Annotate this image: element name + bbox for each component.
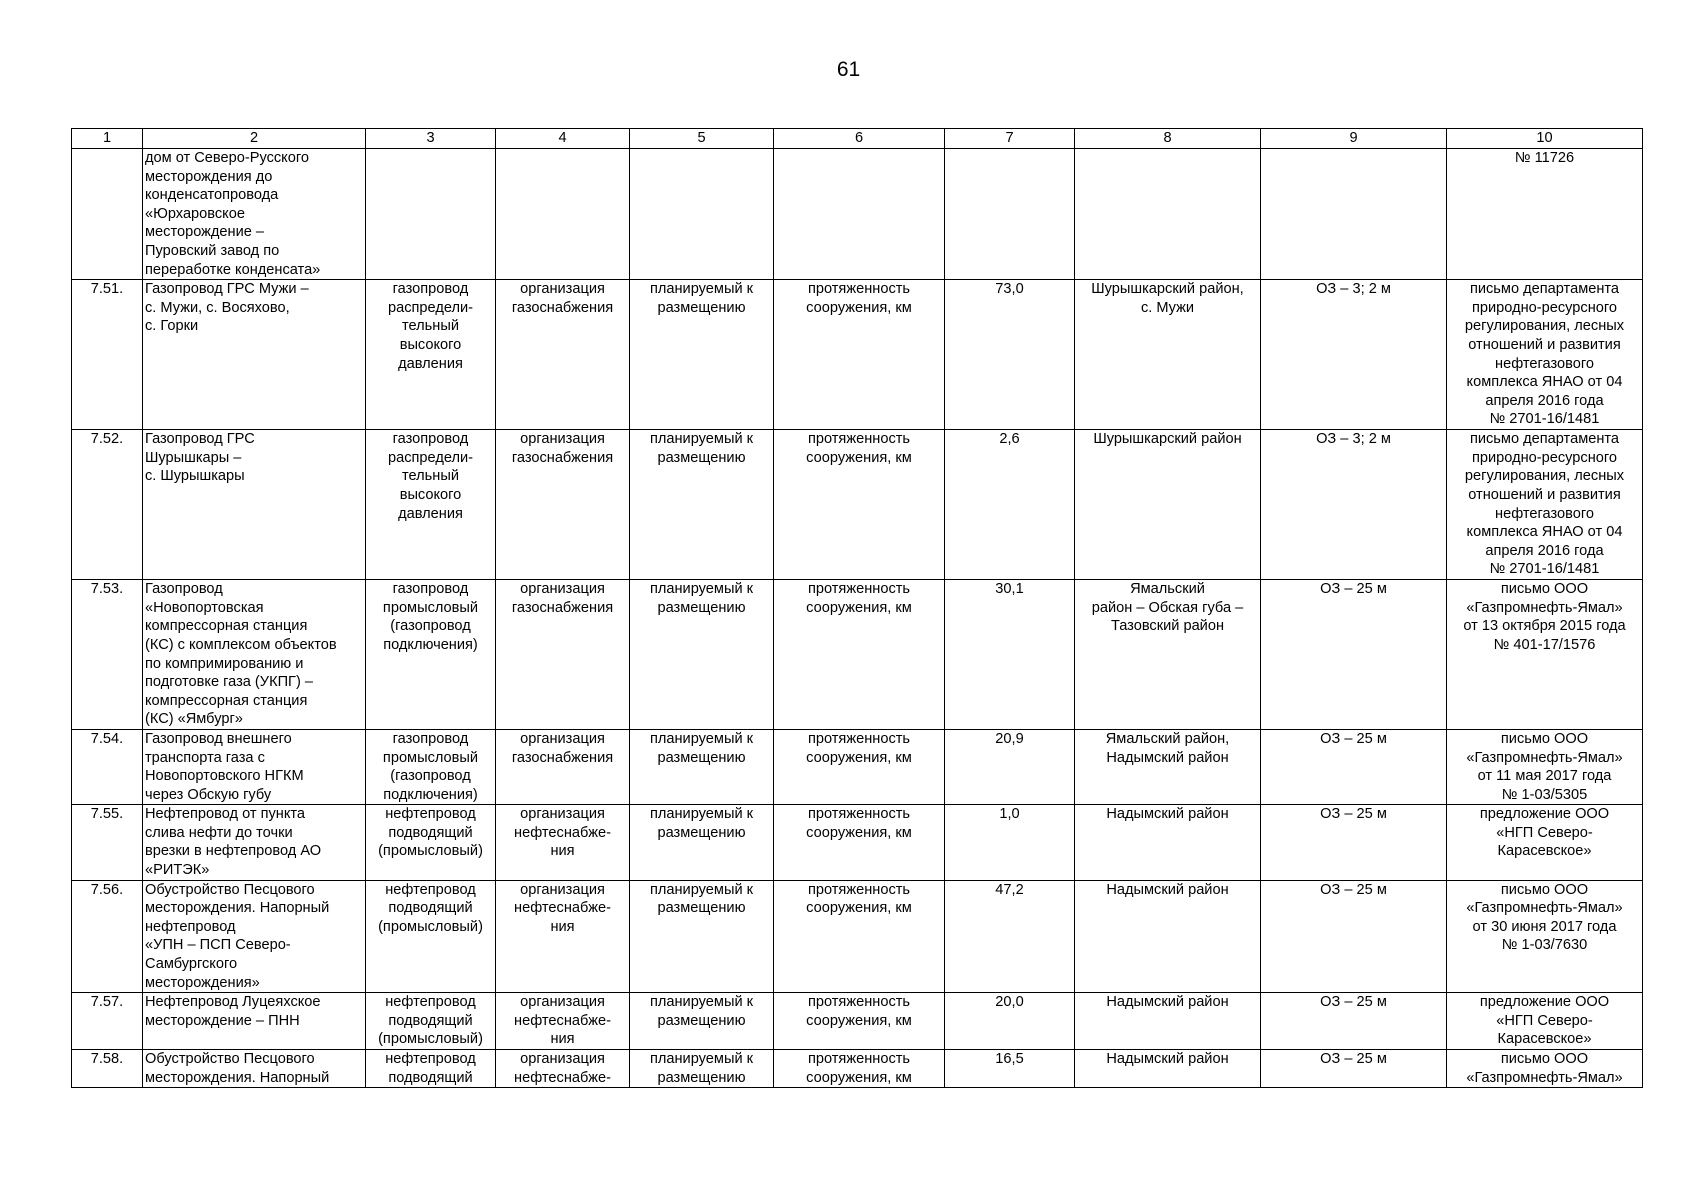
cell-number: 7.58.: [72, 1050, 143, 1088]
cell-purpose: организация нефтеснабже- ния: [496, 880, 630, 993]
cell-characteristic: протяженность сооружения, км: [774, 280, 945, 430]
cell-name: Газопровод ГРС Мужи – с. Мужи, с. Восяхово, с. Горки: [143, 280, 366, 430]
cell-number: 7.53.: [72, 580, 143, 730]
cell-zone: ОЗ – 25 м: [1261, 729, 1447, 804]
column-header: 1: [72, 129, 143, 149]
column-header: 9: [1261, 129, 1447, 149]
cell-zone: ОЗ – 25 м: [1261, 1050, 1447, 1088]
cell-number: 7.51.: [72, 280, 143, 430]
cell-purpose: организация газоснабжения: [496, 580, 630, 730]
cell-status: планируемый к размещению: [630, 880, 774, 993]
table-row: [72, 580, 1643, 730]
cell-zone: ОЗ – 25 м: [1261, 805, 1447, 880]
cell-status: планируемый к размещению: [630, 729, 774, 804]
cell-source: письмо ООО «Газпромнефть-Ямал»: [1447, 1050, 1643, 1088]
cell-type: нефтепровод подводящий (промысловый): [366, 880, 496, 993]
cell-characteristic: протяженность сооружения, км: [774, 805, 945, 880]
cell-value: 47,2: [945, 880, 1075, 993]
cell-purpose: организация газоснабжения: [496, 430, 630, 580]
cell-source: письмо ООО «Газпромнефть-Ямал» от 13 октября 2015 года № 401-17/1576: [1447, 580, 1643, 730]
cell-purpose: организация нефтеснабже-: [496, 1050, 630, 1088]
cell-source: письмо департамента природно-ресурсного регулирования, лесных отношений и развития нефтегазового комплекса ЯНАО от 04 апреля 2016 года № 2701-16/1481: [1447, 430, 1643, 580]
cell-type: газопровод распредели- тельный высокого давления: [366, 280, 496, 430]
cell-status: [630, 149, 774, 280]
cell-zone: [1261, 149, 1447, 280]
cell-number: 7.55.: [72, 805, 143, 880]
cell-location: Надымский район: [1075, 805, 1261, 880]
cell-value: 1,0: [945, 805, 1075, 880]
cell-number: 7.57.: [72, 993, 143, 1050]
cell-characteristic: протяженность сооружения, км: [774, 580, 945, 730]
cell-value: 16,5: [945, 1050, 1075, 1088]
cell-value: 20,0: [945, 993, 1075, 1050]
cell-source: письмо ООО «Газпромнефть-Ямал» от 30 июня 2017 года № 1-03/7630: [1447, 880, 1643, 993]
cell-characteristic: [774, 149, 945, 280]
cell-purpose: [496, 149, 630, 280]
cell-name: Нефтепровод Луцеяхское месторождение – ПНН: [143, 993, 366, 1050]
cell-name: Газопровод внешнего транспорта газа с Новопортовского НГКМ через Обскую губу: [143, 729, 366, 804]
column-header: 7: [945, 129, 1075, 149]
column-header: 3: [366, 129, 496, 149]
table-row: [72, 805, 1643, 880]
cell-purpose: организация газоснабжения: [496, 729, 630, 804]
cell-zone: ОЗ – 25 м: [1261, 580, 1447, 730]
cell-status: планируемый к размещению: [630, 430, 774, 580]
table-row: [72, 993, 1643, 1050]
cell-name: Обустройство Песцового месторождения. Напорный нефтепровод «УПН – ПСП Северо- Самбургского месторождения»: [143, 880, 366, 993]
column-header: 10: [1447, 129, 1643, 149]
cell-type: газопровод промысловый (газопровод подключения): [366, 729, 496, 804]
column-header: 8: [1075, 129, 1261, 149]
cell-characteristic: протяженность сооружения, км: [774, 880, 945, 993]
table-row: [72, 430, 1643, 580]
cell-type: нефтепровод подводящий: [366, 1050, 496, 1088]
table-row: [72, 729, 1643, 804]
cell-purpose: организация нефтеснабже- ния: [496, 805, 630, 880]
cell-value: 73,0: [945, 280, 1075, 430]
cell-value: 30,1: [945, 580, 1075, 730]
cell-purpose: организация газоснабжения: [496, 280, 630, 430]
cell-status: планируемый к размещению: [630, 280, 774, 430]
cell-characteristic: протяженность сооружения, км: [774, 729, 945, 804]
cell-source: № 11726: [1447, 149, 1643, 280]
cell-status: планируемый к размещению: [630, 580, 774, 730]
cell-zone: ОЗ – 25 м: [1261, 880, 1447, 993]
cell-location: [1075, 149, 1261, 280]
cell-name: Газопровод «Новопортовская компрессорная станция (КС) с комплексом объектов по компримированию и подготовке газа (УКПГ) – компрессорная станция (КС) «Ямбург»: [143, 580, 366, 730]
cell-source: предложение ООО «НГП Северо- Карасевское»: [1447, 805, 1643, 880]
page-number: 61: [836, 58, 861, 81]
cell-name: Обустройство Песцового месторождения. Напорный: [143, 1050, 366, 1088]
cell-value: 20,9: [945, 729, 1075, 804]
cell-number: 7.56.: [72, 880, 143, 993]
cell-type: газопровод распредели- тельный высокого давления: [366, 430, 496, 580]
cell-location: Надымский район: [1075, 993, 1261, 1050]
cell-source: предложение ООО «НГП Северо- Карасевское»: [1447, 993, 1643, 1050]
cell-name: Нефтепровод от пункта слива нефти до точки врезки в нефтепровод АО «РИТЭК»: [143, 805, 366, 880]
objects-table: [71, 128, 1643, 1088]
cell-characteristic: протяженность сооружения, км: [774, 993, 945, 1050]
cell-zone: ОЗ – 3; 2 м: [1261, 280, 1447, 430]
cell-location: Надымский район: [1075, 880, 1261, 993]
cell-location: Шурышкарский район, с. Мужи: [1075, 280, 1261, 430]
column-header: 6: [774, 129, 945, 149]
column-header: 4: [496, 129, 630, 149]
cell-number: 7.54.: [72, 729, 143, 804]
cell-zone: ОЗ – 3; 2 м: [1261, 430, 1447, 580]
cell-name: дом от Северо-Русского месторождения до конденсатопровода «Юрхаровское месторождение – Пуровский завод по переработке конденсата»: [143, 149, 366, 280]
cell-type: нефтепровод подводящий (промысловый): [366, 993, 496, 1050]
cell-characteristic: протяженность сооружения, км: [774, 430, 945, 580]
table-row: [72, 280, 1643, 430]
cell-type: газопровод промысловый (газопровод подключения): [366, 580, 496, 730]
table-row: [72, 149, 1643, 280]
cell-name: Газопровод ГРС Шурышкары – с. Шурышкары: [143, 430, 366, 580]
cell-value: 2,6: [945, 430, 1075, 580]
cell-location: Ямальский район, Надымский район: [1075, 729, 1261, 804]
column-header: 2: [143, 129, 366, 149]
cell-location: Надымский район: [1075, 1050, 1261, 1088]
cell-source: письмо ООО «Газпромнефть-Ямал» от 11 мая 2017 года № 1-03/5305: [1447, 729, 1643, 804]
cell-location: Ямальский район – Обская губа – Тазовский район: [1075, 580, 1261, 730]
cell-characteristic: протяженность сооружения, км: [774, 1050, 945, 1088]
cell-number: 7.52.: [72, 430, 143, 580]
cell-zone: ОЗ – 25 м: [1261, 993, 1447, 1050]
cell-value: [945, 149, 1075, 280]
table-header-row: [72, 129, 1643, 149]
cell-purpose: организация нефтеснабже- ния: [496, 993, 630, 1050]
cell-status: планируемый к размещению: [630, 1050, 774, 1088]
cell-type: нефтепровод подводящий (промысловый): [366, 805, 496, 880]
cell-location: Шурышкарский район: [1075, 430, 1261, 580]
cell-status: планируемый к размещению: [630, 805, 774, 880]
cell-source: письмо департамента природно-ресурсного регулирования, лесных отношений и развития нефтегазового комплекса ЯНАО от 04 апреля 2016 года № 2701-16/1481: [1447, 280, 1643, 430]
cell-number: [72, 149, 143, 280]
column-header: 5: [630, 129, 774, 149]
cell-status: планируемый к размещению: [630, 993, 774, 1050]
cell-type: [366, 149, 496, 280]
table-row: [72, 1050, 1643, 1088]
table-row: [72, 880, 1643, 993]
